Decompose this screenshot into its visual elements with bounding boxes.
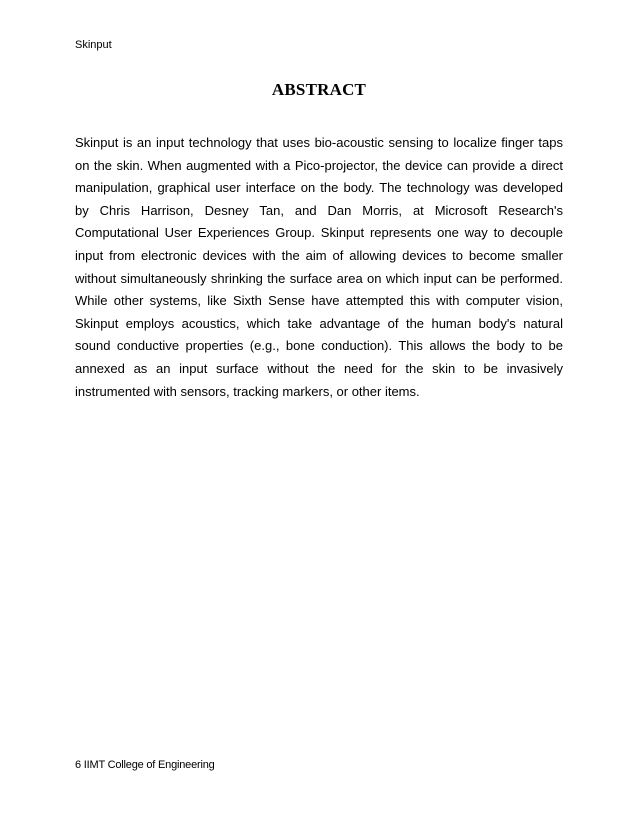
section-title: ABSTRACT	[271, 80, 367, 99]
page-footer: 6 IIMT College of Engineering	[75, 759, 215, 771]
abstract-paragraph: Skinput is an input technology that uses bio-acoustic sensing to localize finger taps on the skin. When augmented with a Pico-projector, the device can provide a direct manipulation, graphical user interface on the body. The technology was developed by Chris Harrison, Desney Tan, and Dan Morris, at Microsoft Research's Computational User Experiences Group. Skinput represents one way to decouple input from electronic devices with the aim of allowing devices to become smaller without simultaneously shrinking the surface area on which input can be performed. While other systems, like Sixth Sense have attempted this with computer vision, Skinput employs acoustics, which take advantage of the human body's natural sound conductive properties (e.g., bone conduction). This allows the body to be annexed as an input surface without the need for the skin to be invasively instrumented with sensors, tracking markers, or other items.	[75, 135, 563, 399]
running-header: Skinput	[75, 39, 112, 51]
